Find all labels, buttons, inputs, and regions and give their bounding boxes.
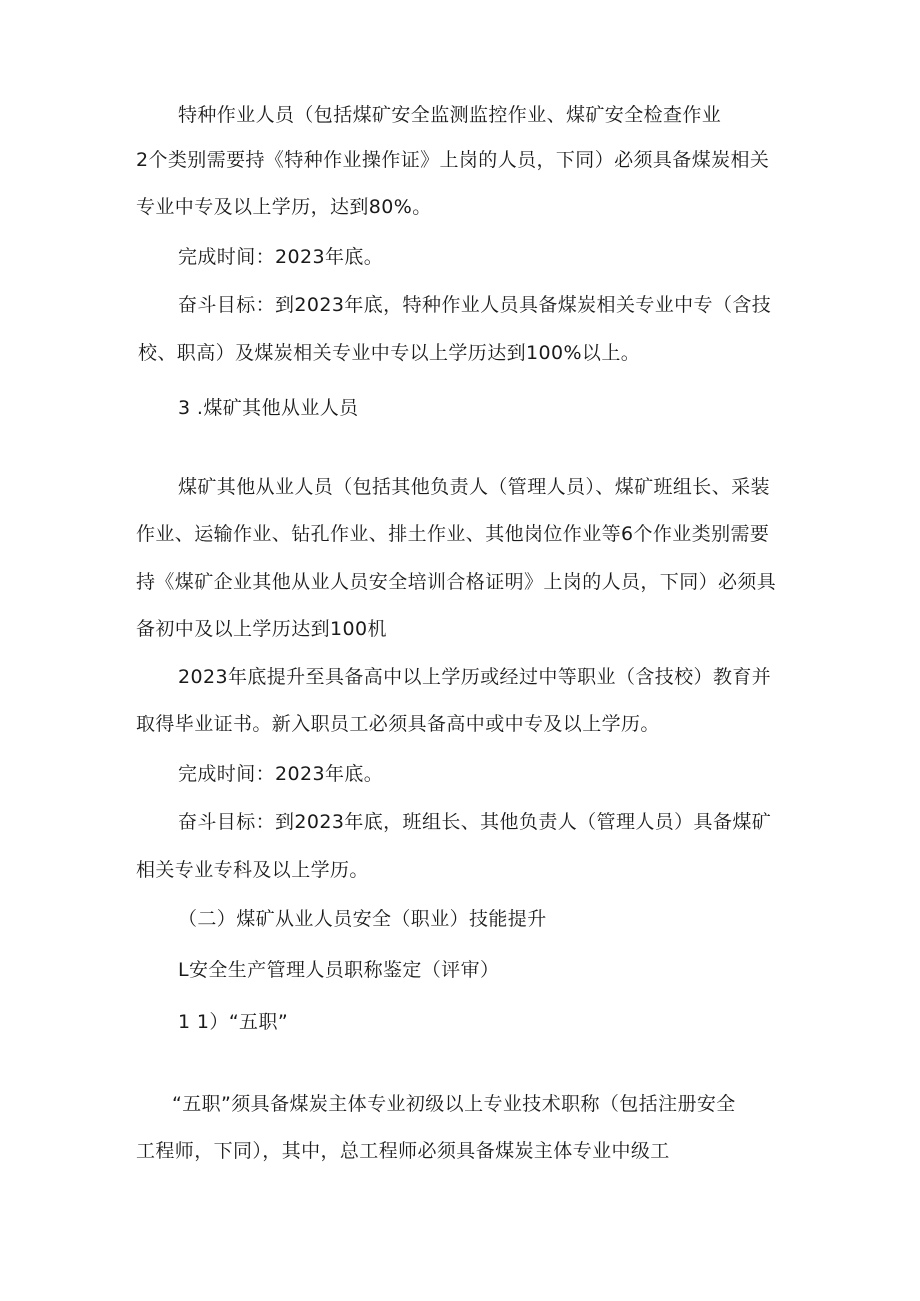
paragraph-line: 专业中专及以上学历，达到80%。 (136, 196, 432, 218)
paragraph-line: 2023年底提升至具备高中以上学历或经过中等职业（含技校）教育并 (178, 666, 772, 688)
paragraph-line: 特种作业人员（包括煤矿安全监测监控作业、煤矿安全检查作业 (178, 104, 722, 126)
paragraph-line: 煤矿其他从业人员（包括其他负责人（管理人员）、煤矿班组长、采装 (178, 476, 770, 498)
paragraph-line: 校、职高）及煤炭相关专业中专以上学历达到100%以上。 (138, 342, 641, 364)
paragraph-line: 奋斗目标：到2023年底，班组长、其他负责人（管理人员）具备煤矿 (178, 811, 772, 833)
paragraph-line: “五职”须具备煤炭主体专业初级以上专业技术职称（包括注册安全 (172, 1093, 736, 1115)
paragraph-line: 备初中及以上学历达到100机 (136, 618, 387, 640)
section-heading: L安全生产管理人员职称鉴定（评审） (178, 959, 500, 981)
section-heading: （二）煤矿从业人员安全（职业）技能提升 (178, 908, 547, 930)
paragraph-line: 相关专业专科及以上学历。 (136, 859, 369, 881)
section-heading: 3 .煤矿其他从业人员 (178, 397, 359, 419)
paragraph-line: 完成时间：2023年底。 (178, 246, 384, 268)
paragraph-line: 持《煤矿企业其他从业人员安全培训合格证明》上岗的人员，下同）必须具 (136, 571, 777, 593)
paragraph-line: 作业、运输作业、钻孔作业、排土作业、其他岗位作业等6个作业类别需要 (136, 523, 770, 545)
paragraph-line: 取得毕业证书。新入职员工必须具备高中或中专及以上学历。 (136, 713, 660, 735)
section-heading: 1 1）“五职” (178, 1011, 289, 1033)
paragraph-line: 奋斗目标：到2023年底，特种作业人员具备煤炭相关专业中专（含技 (178, 294, 772, 316)
paragraph-line: 完成时间：2023年底。 (178, 763, 384, 785)
paragraph-line: 2个类别需要持《特种作业操作证》上岗的人员，下同）必须具备煤炭相关 (136, 149, 770, 171)
paragraph-line: 工程师，下同），其中，总工程师必须具备煤炭主体专业中级工 (136, 1140, 670, 1162)
